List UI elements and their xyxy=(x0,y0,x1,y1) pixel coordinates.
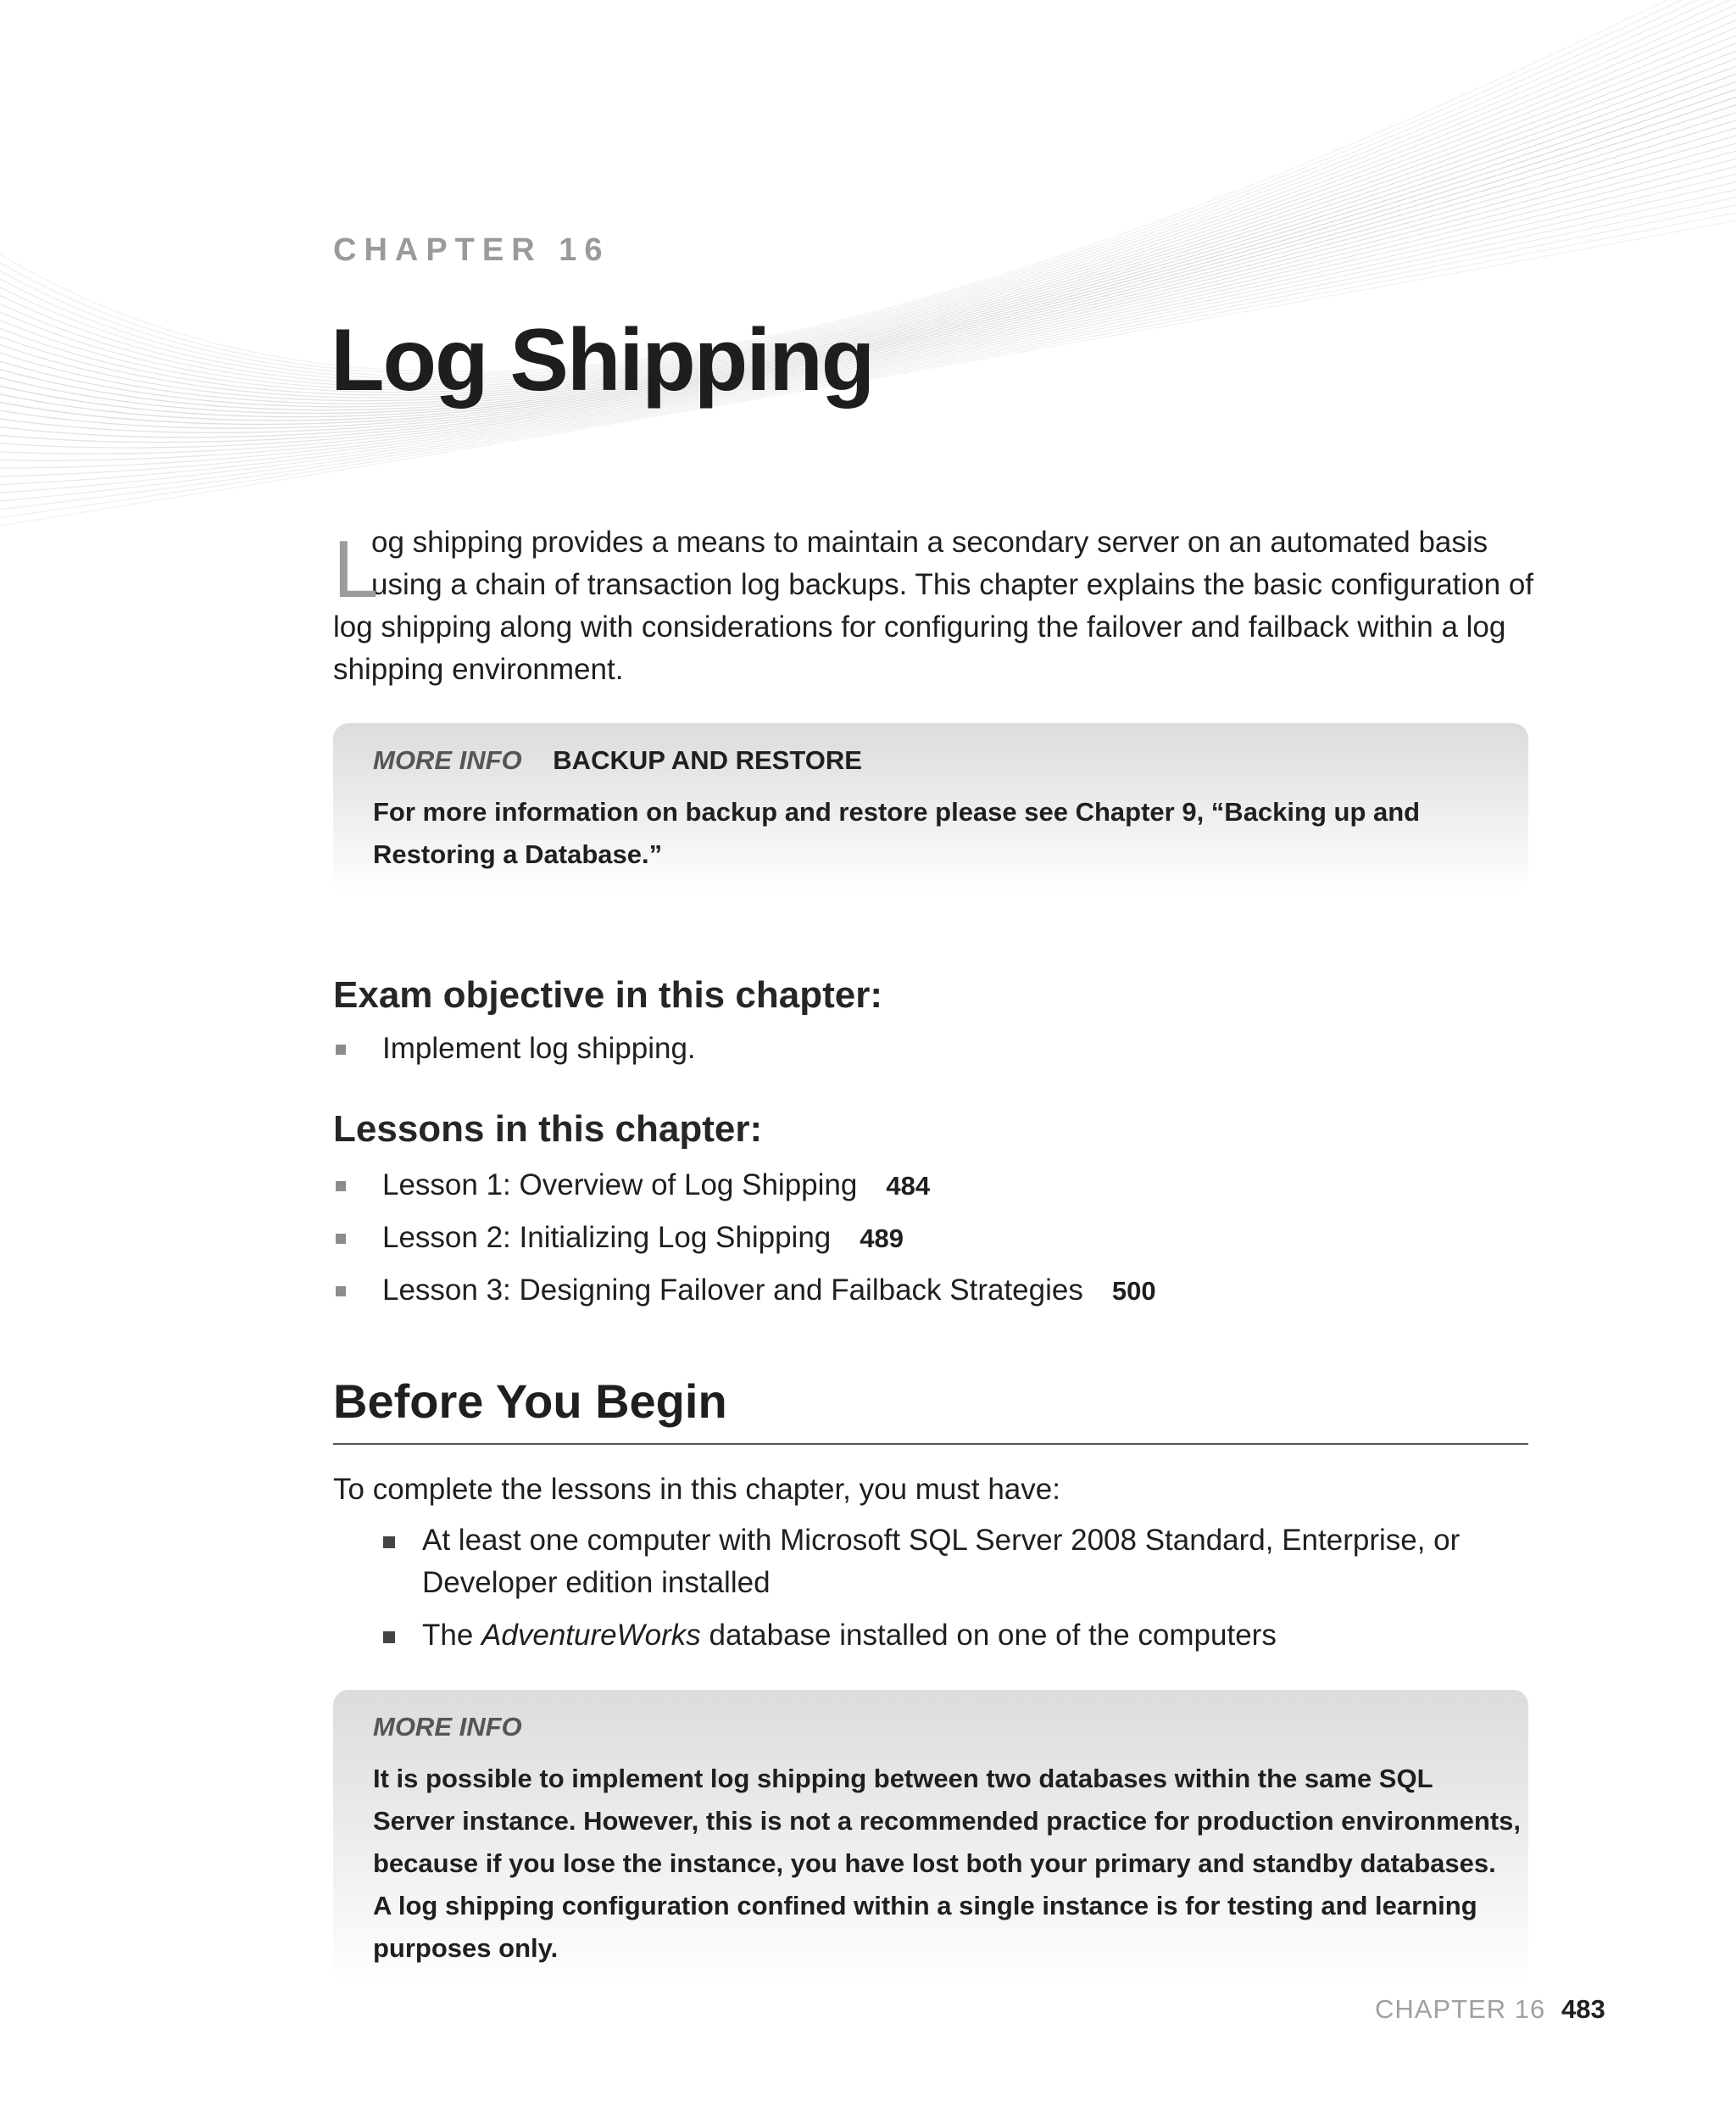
chapter-label: CHAPTER 16 xyxy=(333,232,610,268)
heading-rule xyxy=(333,1443,1528,1445)
more-info-backup-box xyxy=(333,723,1528,893)
exam-objective-heading: Exam objective in this chapter: xyxy=(333,974,882,1016)
bullet-icon xyxy=(336,1286,346,1296)
more-info-label: MORE INFO xyxy=(373,1712,522,1742)
bullet-icon xyxy=(336,1234,346,1244)
more-info-body xyxy=(373,791,1420,876)
lesson-item xyxy=(333,1164,1520,1207)
requirement-line: At least one computer with Microsoft SQL Server 2008 Standard, Enterprise, or xyxy=(422,1524,1461,1557)
more-info-line: It is possible to implement log shipping between two databases within the same SQL xyxy=(373,1764,1433,1793)
before-you-begin-heading: Before You Begin xyxy=(333,1374,727,1428)
more-info-body xyxy=(373,1758,1521,1970)
intro-line: og shipping provides a means to maintain a secondary server on an automated basis xyxy=(371,526,1488,559)
lesson-item xyxy=(333,1217,1520,1259)
exam-objective-item xyxy=(333,1028,1520,1070)
intro-line: using a chain of transaction log backups. This chapter explains the basic configuration of xyxy=(371,568,1534,601)
requirements-intro: To complete the lessons in this chapter, you must have: xyxy=(333,1473,1060,1506)
footer-page-number: 483 xyxy=(1561,1994,1605,2024)
lessons-heading: Lessons in this chapter: xyxy=(333,1108,763,1150)
intro-line: shipping environment. xyxy=(333,653,624,686)
requirement-text-post: database installed on one of the computers xyxy=(700,1619,1277,1652)
database-name: AdventureWorks xyxy=(481,1619,701,1652)
requirement-item xyxy=(383,1519,1527,1604)
more-info-line: because if you lose the instance, you have lost both your primary and standby databases. xyxy=(373,1848,1496,1878)
requirement-text-pre: The xyxy=(422,1619,482,1652)
lesson-page-number: 500 xyxy=(1111,1276,1156,1306)
requirement-text xyxy=(422,1519,1460,1604)
bullet-icon xyxy=(336,1045,346,1055)
exam-objective-text: Implement log shipping. xyxy=(382,1032,696,1065)
lesson-entry xyxy=(382,1164,930,1207)
footer-chapter-label: CHAPTER 16 xyxy=(1375,1994,1546,2024)
more-info-header xyxy=(373,742,862,779)
more-info-line: Restoring a Database.” xyxy=(373,839,663,869)
chapter-title: Log Shipping xyxy=(331,311,874,410)
bullet-icon xyxy=(383,1631,395,1643)
more-info-note-box xyxy=(333,1690,1528,1987)
requirement-line: Developer edition installed xyxy=(422,1566,771,1599)
more-info-label: MORE INFO xyxy=(373,745,522,775)
lesson-label: Lesson 2: Initializing Log Shipping xyxy=(382,1221,832,1254)
lesson-label: Lesson 3: Designing Failover and Failback Strategies xyxy=(382,1274,1083,1307)
intro-paragraph xyxy=(333,521,1537,691)
drop-cap: L xyxy=(333,524,379,615)
more-info-line: A log shipping configuration confined within a single instance is for testing and learning xyxy=(373,1891,1477,1920)
background-swoosh xyxy=(0,0,1736,594)
lesson-page-number: 489 xyxy=(860,1223,904,1253)
more-info-line: Server instance. However, this is not a recommended practice for production environments, xyxy=(373,1806,1522,1836)
lesson-item xyxy=(333,1269,1520,1312)
lesson-page-number: 484 xyxy=(886,1171,931,1201)
lesson-entry xyxy=(382,1269,1156,1313)
requirement-item xyxy=(383,1614,1527,1657)
more-info-line: For more information on backup and restore please see Chapter 9, “Backing up and xyxy=(373,797,1421,827)
intro-line: log shipping along with considerations for configuring the failover and failback within a log xyxy=(333,610,1506,644)
lesson-label: Lesson 1: Overview of Log Shipping xyxy=(382,1168,858,1201)
bullet-icon xyxy=(336,1181,346,1191)
lesson-entry xyxy=(382,1217,904,1260)
more-info-title: BACKUP AND RESTORE xyxy=(553,745,862,775)
more-info-line: purposes only. xyxy=(373,1933,559,1963)
bullet-icon xyxy=(383,1536,395,1548)
requirement-text xyxy=(422,1614,1277,1657)
